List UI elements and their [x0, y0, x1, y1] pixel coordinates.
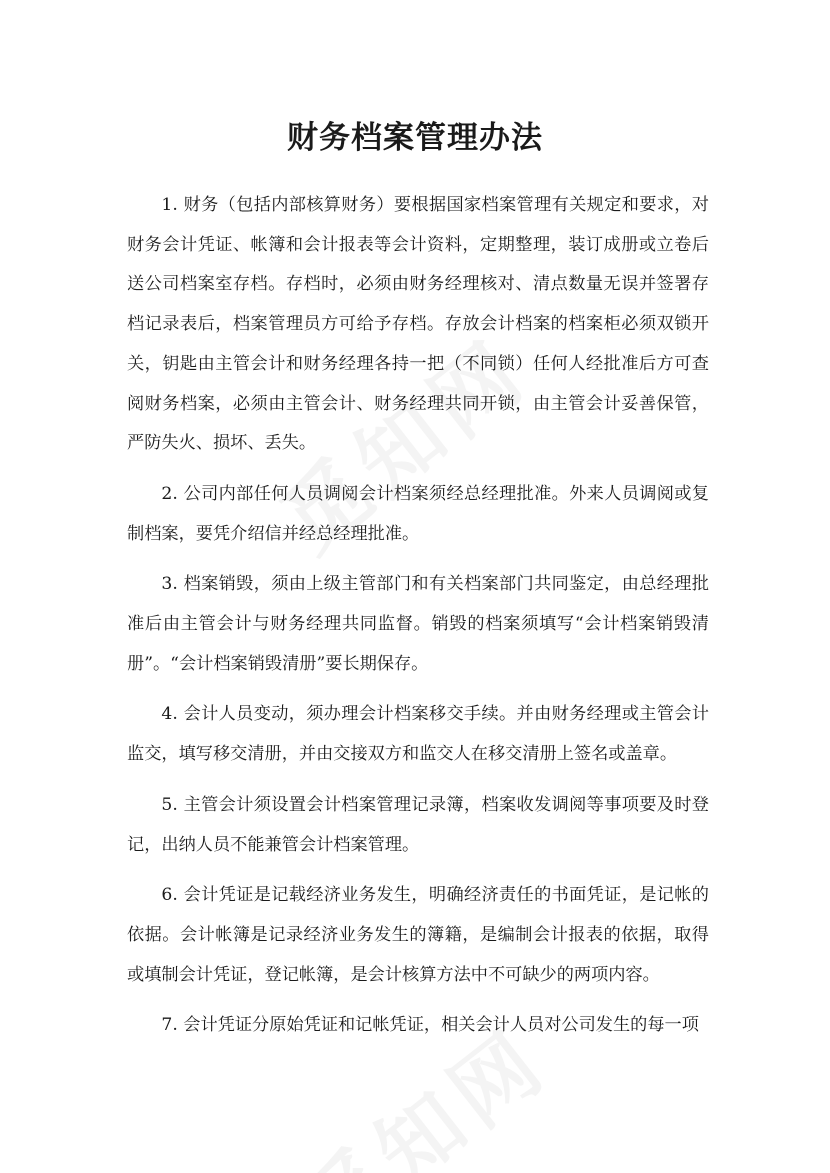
paragraph-7: 7. 会计凭证分原始凭证和记帐凭证，相关会计人员对公司发生的每一项: [161, 1015, 699, 1036]
paragraph-1: 1. 财务（包括内部核算财务）要根据国家档案管理有关规定和要求，对财务会计凭证、帐簿和会计报表等会计资料，定期整理，装订成册或立卷后送公司档案室存档。存档时，必须由财务经理核对、清点数量无误并签署存档记录表后，档案管理员方可给予存档。存放会计档案的档案柜必须双锁开关，钥匙由主管会计和财务经理各持一把（不同锁）任何人经批准后方可查阅财务档案，必须由主管会计、财务经理共同开锁，由主管会计妥善保管，严防失火、损坏、丢失。: [127, 195, 709, 454]
paragraph-4: 4. 会计人员变动，须办理会计档案移交手续。并由财务经理或主管会计监交，填写移交清册，并由交接双方和监交人在移交清册上签名或盖章。: [127, 704, 709, 765]
document-body: [127, 186, 709, 1057]
paragraph-5: 5. 主管会计须设置会计档案管理记录簿，档案收发调阅等事项要及时登记，出纳人员不能兼管会计档案管理。: [127, 794, 709, 855]
document-title: 财务档案管理办法: [287, 120, 543, 156]
paragraph-2: 2. 公司内部任何人员调阅会计档案须经总经理批准。外来人员调阅或复制档案，要凭介绍信并经总经理批准。: [127, 483, 709, 544]
paragraph-3: 3. 档案销毁，须由上级主管部门和有关档案部门共同鉴定，由总经理批准后由主管会计与财务经理共同监督。销毁的档案须填写“会计档案销毁清册”。“会计档案销毁清册”要长期保存。: [127, 574, 709, 674]
paragraph-6: 6. 会计凭证是记载经济业务发生，明确经济责任的书面凭证，是记帐的依据。会计帐簿是记录经济业务发生的簿籍，是编制会计报表的依据，取得或填制会计凭证，登记帐簿，是会计核算方法中不可缺少的两项内容。: [127, 885, 709, 985]
